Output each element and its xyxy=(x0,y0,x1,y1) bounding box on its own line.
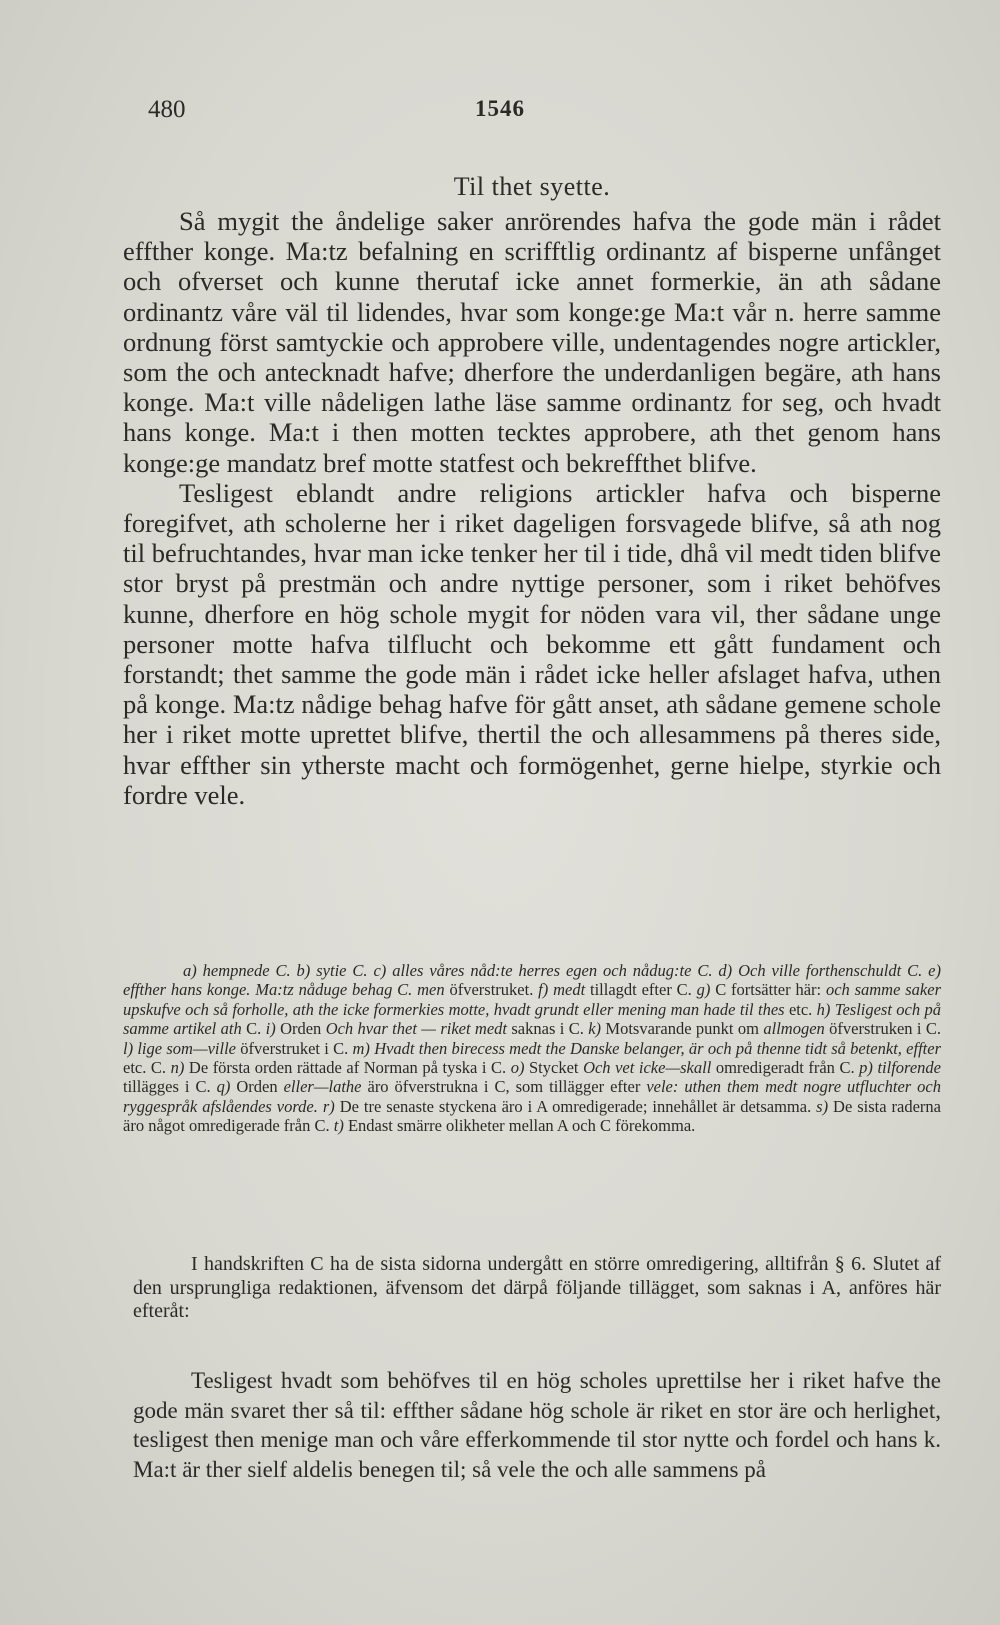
footnote-run: k) xyxy=(588,1019,602,1039)
footnote-run: g) xyxy=(696,980,711,1000)
footnote-run: Endast smärre olikheter mellan A och C förekomma. xyxy=(343,1116,696,1136)
footnote-run: Och hvar thet — riket medt xyxy=(325,1019,508,1039)
footnote-run: Orden xyxy=(275,1019,326,1039)
editorial-commentary: I handskriften C ha de sista sidorna undergått en större omredigering, alltifrån § 6. Slutet af den ursprungliga redaktionen, äfvensom det därpå följande tillägget, som saknas i A, anföres här efteråt: xyxy=(133,1253,941,1322)
footnote-run: omredigeradt från C. xyxy=(711,1058,860,1078)
footnote-run: allmogen xyxy=(763,1019,825,1039)
footnote-run: p) tilforende xyxy=(859,1058,941,1078)
appendix-text: Tesligest hvadt som behöfves til en hög scholes uprettilse her i riket hafve the gode män svaret ther så til: effther sådane hög schole är riket en stor äre och herlighet, tesligest then menige man och våre efferkommende til stor nytte och fordel och hans k. Ma:t är ther sielf aldelis benegen til; så vele the och alle sammens på xyxy=(133,1368,941,1482)
footnote-run: f) medt xyxy=(538,980,586,1000)
footnote-run: l) lige som—ville xyxy=(123,1038,237,1058)
footnote-run: Motsvarande punkt om xyxy=(601,1019,764,1039)
footnote-run: öfverstruket. xyxy=(444,980,539,1000)
paragraph: Så mygit the åndelige saker anrörendes hafva the gode män i rådet effther konge. Ma:tz befalning en scrifftlig ordinantz af bisperne unfånget och ofverset och kunne therutaf icke annet formerkie, än ath sådane ordinantz våre väl til lidendes, hvar som konge:ge Ma:t vår n. herre samme ordnung först samtyckie och approbere ville, undentagendes nogre artickler, som the och antecknadt hafve; dherfore the underdanligen begäre, ath hans konge. Ma:t ville nådeligen lathe läse samme ordinantz for seg, och hvadt hans konge. Ma:t i then motten tecktes approbere, ath thet genom hans konge:ge mandatz bref motte statfest och bekreffthet blifve. xyxy=(123,206,941,478)
main-text xyxy=(123,172,941,810)
footnote-run: De första orden rättade af Norman på tyska i C. xyxy=(184,1058,511,1078)
footnotes xyxy=(123,961,941,1136)
footnote-run: De sista raderna äro något omredigerade från C. xyxy=(123,1096,941,1136)
footnote-run: n) xyxy=(170,1058,185,1078)
footnote-run: Stycket xyxy=(524,1058,584,1078)
footnote-run: etc. xyxy=(784,999,817,1019)
footnote-block xyxy=(123,961,941,1136)
footnote-run: s) xyxy=(816,1096,829,1116)
footnote-run: a) hempnede C. b) sytie C. c) alles våres nåd:te herres egen och nådug:te C. d) Och ville forthenschuldt C. e) effther hans konge. Ma:tz nåduge behag C. men xyxy=(123,961,941,1000)
footnote-run: äro öfverstrukna i C, som tillägger efter xyxy=(361,1077,647,1097)
page-header xyxy=(0,96,1000,132)
footnote-run: i) xyxy=(265,1019,276,1039)
footnote-run: r) xyxy=(322,1096,335,1116)
footnote-run: C. xyxy=(241,1019,266,1039)
footnote-run: öfverstruket i C. xyxy=(236,1038,353,1058)
footnote-run: eller—lathe xyxy=(283,1077,362,1097)
footnote-run: o) xyxy=(510,1058,525,1078)
footnote-run: saknas i C. xyxy=(507,1019,589,1039)
footnote-run: De tre senaste styckena äro i A omredigerade; innehållet är detsamma. xyxy=(334,1096,817,1116)
footnote-run: Orden xyxy=(230,1077,284,1097)
footnote-run: tillagdt efter C. xyxy=(585,980,697,1000)
footnote-run: m) Hvadt then birecess medt the Danske belanger, är och på thenne tidt så betenkt, effter xyxy=(352,1038,941,1058)
footnote-run: etc. C. xyxy=(123,1058,171,1078)
footnote-run: C fortsätter här: xyxy=(710,980,826,1000)
paragraph: Tesligest eblandt andre religions artickler hafva och bisperne foregifvet, ath scholerne her i riket dageligen forsvagede blifve, så ath nog til befruchtandes, hvar man icke tenker her til i tide, dhå vil medt tiden blifve stor bryst på prestmän och andre nyttige personer, som i riket behöfves kunne, dherfore en hög schole mygit for nöden vara vil, ther sådane unge personer motte hafva tilflucht och bekomme ett gått fundament och forstandt; thet samme the gode män i rådet icke heller afslaget hafva, uthen på konge. Ma:tz nådige behag hafve för gått anset, ath sådane gemene schole her i riket motte uprettet blifve, thertil the och allesammens på theres side, hvar effther sin ytherste macht och formögenhet, gerne hielpe, styrkie och fordre vele. xyxy=(123,477,941,810)
footnote-run: t) xyxy=(333,1116,344,1136)
footnote-run: öfverstruken i C. xyxy=(824,1019,941,1039)
footnote-run: tillägges i C. xyxy=(123,1077,217,1097)
section-title: Til thet syette. xyxy=(453,172,611,201)
running-head-year: 1546 xyxy=(475,96,525,121)
footnote-run: och samme saker upskufve och så forholle, ath the icke formerkies motte, hvadt grundt eller mening man hade til thes xyxy=(123,980,941,1019)
footnote-run: q) xyxy=(216,1077,231,1097)
footnote-run: h) Tesligest och på samme artikel ath xyxy=(123,999,941,1039)
page-number: 480 xyxy=(148,96,186,123)
footnote-run: vele: uthen them medt nogre utfluchter och ryggespråk afslåendes vorde. xyxy=(123,1077,942,1116)
footnote-run: Och vet icke—skall xyxy=(583,1058,712,1078)
